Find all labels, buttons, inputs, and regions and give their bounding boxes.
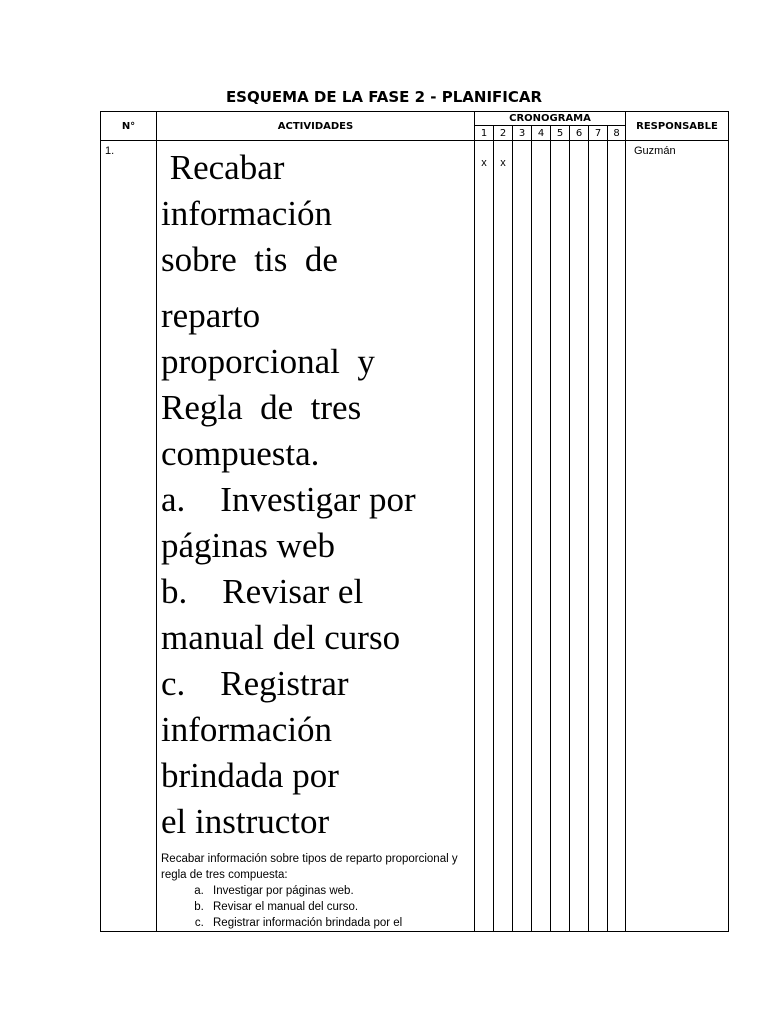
row-number: 1. [101, 141, 157, 932]
week-number: 8 [608, 126, 626, 141]
activity-large-text [161, 145, 474, 845]
activity-cell [157, 141, 475, 932]
schedule-mark [532, 141, 551, 932]
schedule-mark [513, 141, 532, 932]
activity-small-text [161, 851, 474, 931]
responsible-name: Guzmán [626, 141, 729, 932]
activity-line: compuesta. [161, 434, 320, 473]
week-number: 6 [570, 126, 589, 141]
activity-line: el instructor [161, 802, 330, 841]
schedule-mark [608, 141, 626, 932]
schedule-mark: x [475, 141, 494, 932]
list-item: b. Revisar el manual del curso. [207, 899, 474, 915]
header-cronograma: CRONOGRAMA [475, 112, 626, 126]
schedule-mark [570, 141, 589, 932]
list-item: a. Investigar por páginas web. [207, 883, 474, 899]
week-number: 3 [513, 126, 532, 141]
week-number: 1 [475, 126, 494, 141]
activity-intro: Recabar información sobre tipos de reparto proporcional y regla de tres compuesta: [161, 853, 458, 881]
activity-line: información [161, 194, 333, 233]
activity-line: Regla de tres [161, 388, 362, 427]
schedule-mark: x [494, 141, 513, 932]
planning-table [100, 111, 729, 932]
activity-line: sobre tis de [161, 240, 338, 279]
activity-line: manual del curso [161, 618, 401, 657]
document-title: ESQUEMA DE LA FASE 2 - PLANIFICAR [225, 88, 543, 106]
week-number: 4 [532, 126, 551, 141]
list-item: c. Registrar información brindada por el [207, 915, 474, 931]
activity-line: a. Investigar por [161, 480, 416, 519]
activity-line: reparto [161, 296, 261, 335]
activity-line: páginas web [161, 526, 335, 565]
activity-list [161, 883, 474, 931]
activity-line: proporcional y [161, 342, 375, 381]
activity-line: c. Registrar [161, 664, 349, 703]
week-number: 2 [494, 126, 513, 141]
activity-line: b. Revisar el [161, 572, 364, 611]
table-row [101, 141, 729, 932]
activity-line: brindada por [161, 756, 339, 795]
week-number: 5 [551, 126, 570, 141]
schedule-mark [589, 141, 608, 932]
week-number: 7 [589, 126, 608, 141]
header-numero: N° [101, 112, 157, 141]
header-actividades: ACTIVIDADES [157, 112, 475, 141]
activity-line: información [161, 710, 333, 749]
activity-line: Recabar [161, 148, 285, 187]
header-row [101, 112, 729, 126]
header-responsable: RESPONSABLE [626, 112, 729, 141]
schedule-mark [551, 141, 570, 932]
